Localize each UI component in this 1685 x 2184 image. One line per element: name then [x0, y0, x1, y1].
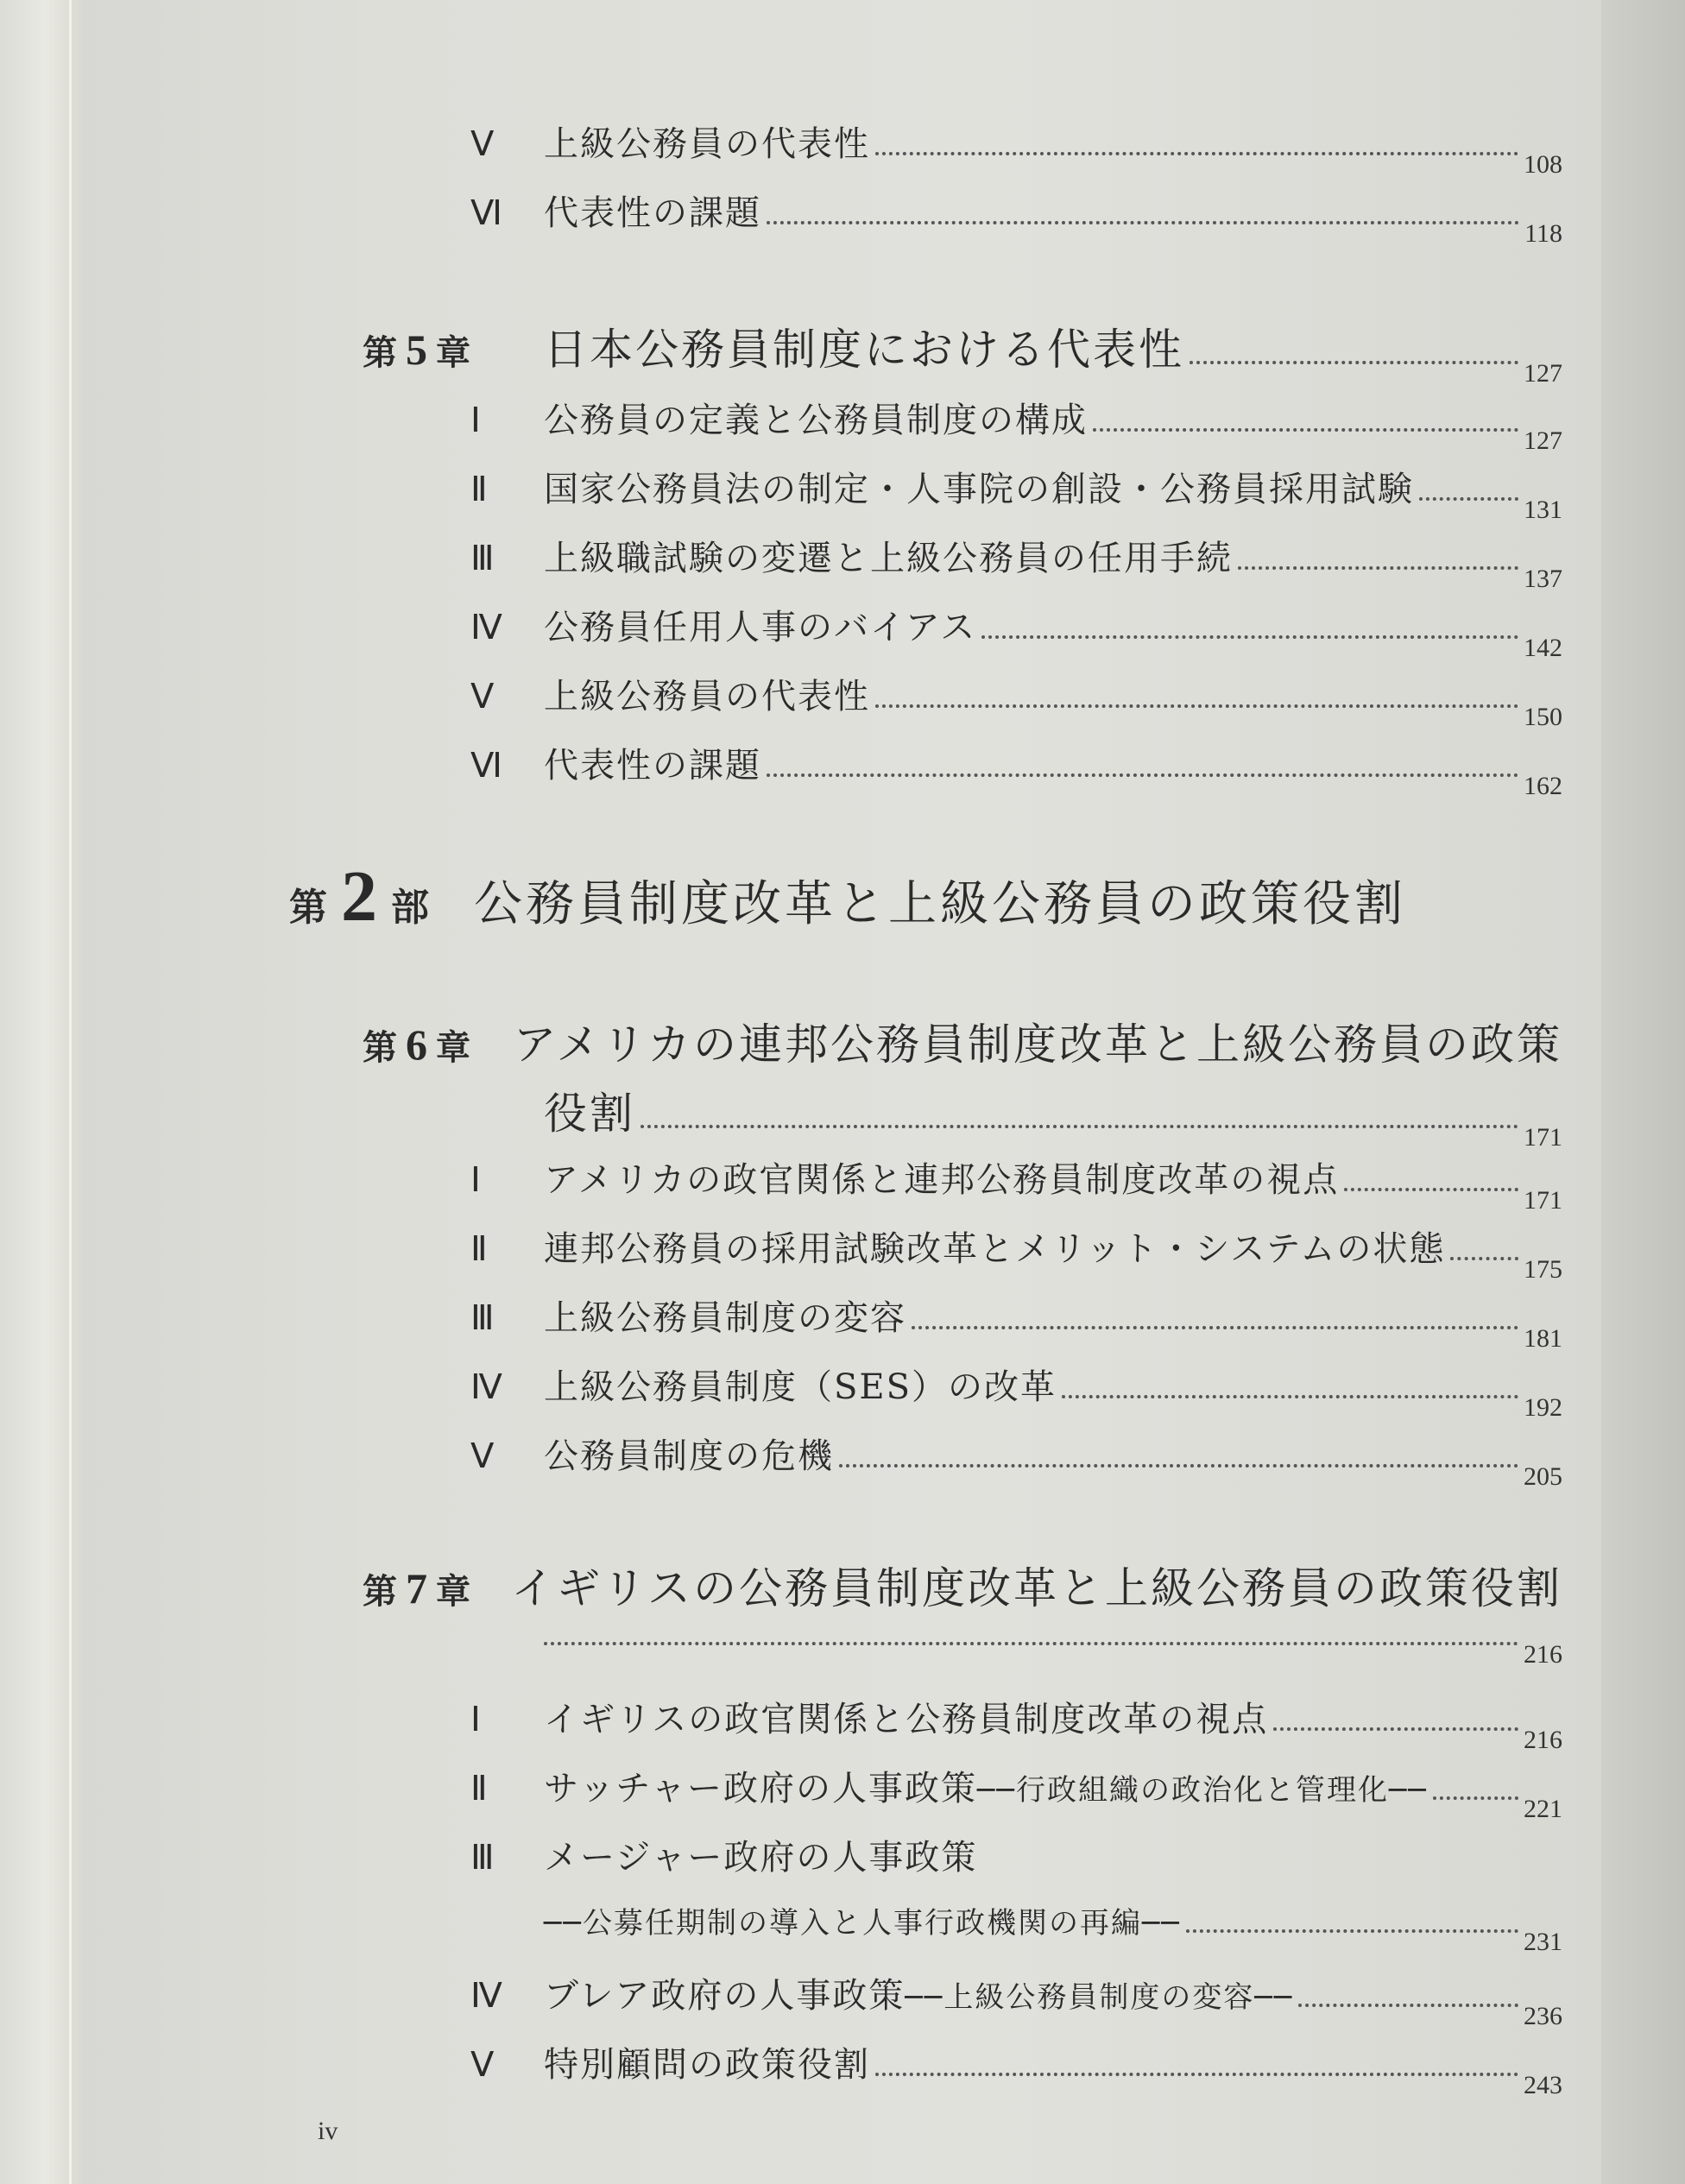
dot-leader — [839, 1464, 1518, 1468]
section-number: Ⅲ — [470, 1298, 495, 1337]
toc-section-row — [470, 1830, 1562, 1882]
chapter-title-continued: 役割 — [544, 1089, 635, 1139]
section-title: メージャー政府の人事政策 — [544, 1838, 978, 1878]
section-number: Ⅴ — [470, 1436, 495, 1475]
toc-part-heading — [289, 855, 1406, 938]
toc-chapter-row-continued — [544, 1079, 1562, 1152]
toc-section-row — [470, 2037, 1562, 2099]
dot-leader — [641, 1125, 1518, 1128]
dot-leader — [1190, 361, 1518, 364]
toc-section-row — [470, 1429, 1562, 1491]
section-number: Ⅰ — [470, 401, 481, 439]
section-page-number: 192 — [1524, 1393, 1562, 1422]
section-page-number: 118 — [1524, 219, 1562, 248]
section-title: 上級職試験の変遷と上級公務員の任用手続 — [544, 539, 1233, 578]
section-page-number: 162 — [1524, 772, 1562, 800]
section-page-number: 231 — [1524, 1928, 1562, 1956]
toc-section-row — [470, 738, 1562, 800]
section-title: 公務員制度の危機 — [544, 1436, 834, 1476]
section-title: 上級公務員の代表性 — [544, 677, 870, 716]
section-page-number: 221 — [1524, 1795, 1562, 1823]
section-title: サッチャー政府の人事政策──行政組織の政治化と管理化── — [544, 1769, 1428, 1808]
section-number: Ⅳ — [470, 608, 502, 647]
section-title: 代表性の課題 — [544, 746, 761, 786]
dot-leader — [1298, 2004, 1518, 2007]
section-page-number: 181 — [1524, 1324, 1562, 1353]
toc-section-row — [470, 117, 1562, 179]
dot-leader — [544, 1642, 1518, 1645]
section-page-number: 142 — [1524, 634, 1562, 662]
toc-chapter-row — [363, 1554, 1562, 1614]
toc-section-row-continued — [544, 1899, 1562, 1956]
dot-leader — [981, 635, 1518, 639]
dot-leader — [1419, 497, 1518, 501]
section-number: Ⅲ — [470, 1838, 495, 1877]
toc-section-row — [470, 669, 1562, 731]
toc-section-row — [470, 1692, 1562, 1754]
dot-leader — [1093, 428, 1518, 432]
section-title: 代表性の課題 — [544, 193, 761, 233]
section-title: 特別顧問の政策役割 — [544, 2045, 870, 2085]
section-title: 上級公務員の代表性 — [544, 124, 870, 164]
section-title: 連邦公務員の採用試験改革とメリット・システムの状態 — [544, 1229, 1446, 1269]
section-title: ブレア政府の人事政策──上級公務員制度の変容── — [544, 1976, 1294, 2016]
section-number: Ⅱ — [470, 1229, 488, 1268]
section-number: Ⅵ — [470, 746, 502, 785]
section-number: Ⅳ — [470, 1976, 502, 2015]
dot-leader — [767, 221, 1519, 224]
section-number: Ⅴ — [470, 677, 495, 716]
toc-section-row — [470, 531, 1562, 593]
toc-section-row — [470, 393, 1562, 455]
dot-leader — [912, 1326, 1518, 1329]
section-number: Ⅱ — [470, 470, 488, 508]
toc-chapter-row — [363, 1010, 1562, 1070]
chapter-label: 第 6 章 — [363, 1020, 472, 1069]
dot-leader — [875, 152, 1518, 155]
section-subtitle: ──公募任期制の導入と人事行政機関の再編── — [544, 1906, 1181, 1941]
toc-section-row — [470, 600, 1562, 662]
chapter-title: 日本公務員制度における代表性 — [544, 325, 1184, 375]
section-title: アメリカの政官関係と連邦公務員制度改革の視点 — [544, 1160, 1340, 1200]
section-subtitle: ──上級公務員制度の変容── — [905, 1980, 1294, 2015]
page-folio: iv — [318, 2117, 338, 2145]
section-number: Ⅴ — [470, 2045, 495, 2084]
dot-leader — [1273, 1727, 1518, 1731]
dot-leader — [1450, 1257, 1518, 1260]
section-title: イギリスの政官関係と公務員制度改革の視点 — [544, 1700, 1269, 1739]
section-number: Ⅳ — [470, 1367, 502, 1406]
section-page-number: 216 — [1524, 1726, 1562, 1754]
toc-section-row — [470, 1968, 1562, 2030]
section-number: Ⅵ — [470, 193, 502, 232]
toc-section-row — [470, 1360, 1562, 1422]
section-page-number: 127 — [1524, 426, 1562, 455]
section-page-number: 150 — [1524, 703, 1562, 731]
section-number: Ⅰ — [470, 1160, 481, 1199]
part-label: 第 2 部 — [289, 856, 431, 937]
section-title: 公務員任用人事のバイアス — [544, 608, 977, 647]
dot-leader — [1238, 566, 1518, 570]
chapter-title: アメリカの連邦公務員制度改革と上級公務員の政策 — [513, 1019, 1562, 1070]
toc-chapter-row-continued — [544, 1623, 1562, 1675]
chapter-label: 第 5 章 — [363, 325, 472, 374]
toc-section-row — [470, 1761, 1562, 1823]
page-stack-edge — [69, 0, 72, 2184]
section-number: Ⅲ — [470, 539, 495, 578]
toc-section-row — [470, 1291, 1562, 1353]
section-page-number: 205 — [1524, 1462, 1562, 1491]
section-subtitle: ──行政組織の政治化と管理化── — [977, 1773, 1428, 1808]
section-page-number: 236 — [1524, 2002, 1562, 2030]
section-number: Ⅱ — [470, 1769, 488, 1808]
dot-leader — [1186, 1929, 1518, 1933]
dot-leader — [875, 704, 1518, 708]
dot-leader — [875, 2073, 1518, 2076]
section-title: 上級公務員制度（SES）の改革 — [544, 1367, 1057, 1407]
chapter-label: 第 7 章 — [363, 1564, 472, 1613]
dot-leader — [1062, 1395, 1518, 1398]
section-title: 国家公務員法の制定・人事院の創設・公務員採用試験 — [544, 470, 1414, 509]
toc-section-row — [470, 186, 1562, 248]
section-number: Ⅴ — [470, 124, 495, 163]
section-page-number: 137 — [1524, 565, 1562, 593]
section-title: 公務員の定義と公務員制度の構成 — [544, 401, 1088, 440]
dot-leader — [767, 773, 1518, 777]
section-page-number: 175 — [1524, 1255, 1562, 1284]
part-title: 公務員制度改革と上級公務員の政策役割 — [474, 876, 1406, 932]
dot-leader — [1433, 1796, 1518, 1800]
section-page-number: 108 — [1524, 150, 1562, 179]
toc-section-row — [470, 1152, 1562, 1215]
section-page-number: 243 — [1524, 2071, 1562, 2099]
section-number: Ⅰ — [470, 1700, 481, 1739]
dot-leader — [1344, 1188, 1518, 1191]
section-page-number: 131 — [1524, 496, 1562, 524]
chapter-page-number: 127 — [1524, 359, 1562, 388]
chapter-page-number: 216 — [1524, 1640, 1562, 1669]
chapter-page-number: 171 — [1524, 1123, 1562, 1152]
toc-section-row — [470, 462, 1562, 524]
toc-chapter-row — [363, 315, 1562, 388]
toc-section-row — [470, 1221, 1562, 1284]
section-title: 上級公務員制度の変容 — [544, 1298, 906, 1338]
page-shadow — [1601, 0, 1685, 2184]
section-page-number: 171 — [1524, 1186, 1562, 1215]
chapter-title: イギリスの公務員制度改革と上級公務員の政策役割 — [511, 1563, 1562, 1613]
